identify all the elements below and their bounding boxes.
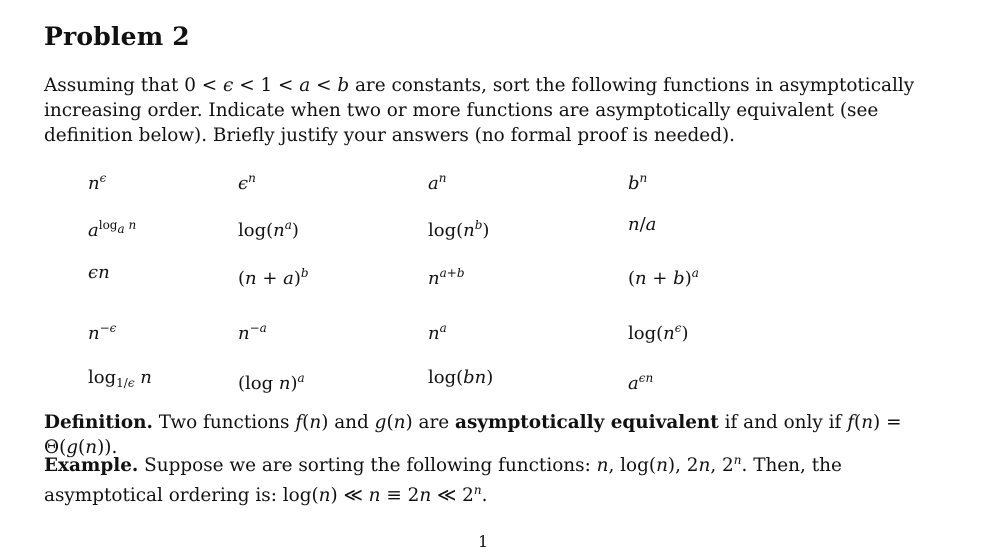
example-label: Example. [44, 455, 139, 477]
example: Example. Suppose we are sorting the following functions: n, log(n), 2n, 2$^n$. Then, the asymptotical ordering is: log(n) ≪ n ≡ 2n ≪ 2$^n$. [44, 453, 842, 507]
function-cell: $\log(n^\epsilon)$ [628, 321, 689, 344]
function-cell: n/a [628, 214, 657, 235]
function-cell: $b^n$ [628, 171, 648, 194]
problem-statement: Assuming that 0 < ϵ < 1 < a < b are constants, sort the following functions in asymptotically increasing order. Indicate when two or more functions are asymptotically equivalent (see definition below). Briefly justify your answers (no formal proof is needed). [44, 75, 915, 146]
function-cell: $a^{\epsilon n}$ [628, 371, 654, 394]
function-cell: (log n)$^a$ [238, 371, 305, 394]
function-cell: ϵn [88, 262, 110, 283]
page-number: 1 [478, 532, 489, 551]
function-cell: $\log(n^b)$ [428, 218, 490, 241]
definition-label: Definition. [44, 412, 153, 433]
function-cell: $\log_{1/\epsilon} n$ [88, 367, 152, 390]
problem-title: Problem 2 [44, 22, 190, 51]
function-cell: log(bn) [428, 367, 494, 388]
function-cell: $n^a$ [428, 321, 447, 344]
function-cell: $n^{a+b}$ [428, 266, 465, 289]
function-cell: $(n + b)^a$ [628, 266, 699, 289]
function-cell: $n^\epsilon$ [88, 171, 107, 194]
function-cell: $\epsilon^n$ [238, 171, 256, 194]
definition: Definition. Two functions f(n) and g(n) are asymptotically equivalent if and only if f(n) = Θ(g(n)). [44, 412, 902, 458]
function-cell: $\log(n^a)$ [238, 218, 299, 241]
function-cell: $a^{log_a n}$ [88, 218, 137, 241]
function-cell: $n^{-a}$ [238, 321, 267, 344]
function-cell: $(n + a)^b$ [238, 266, 309, 289]
function-cell: $n^{-\epsilon}$ [88, 321, 117, 344]
function-cell: $a^n$ [428, 171, 447, 194]
definition-term: asymptotically equivalent [455, 412, 719, 433]
